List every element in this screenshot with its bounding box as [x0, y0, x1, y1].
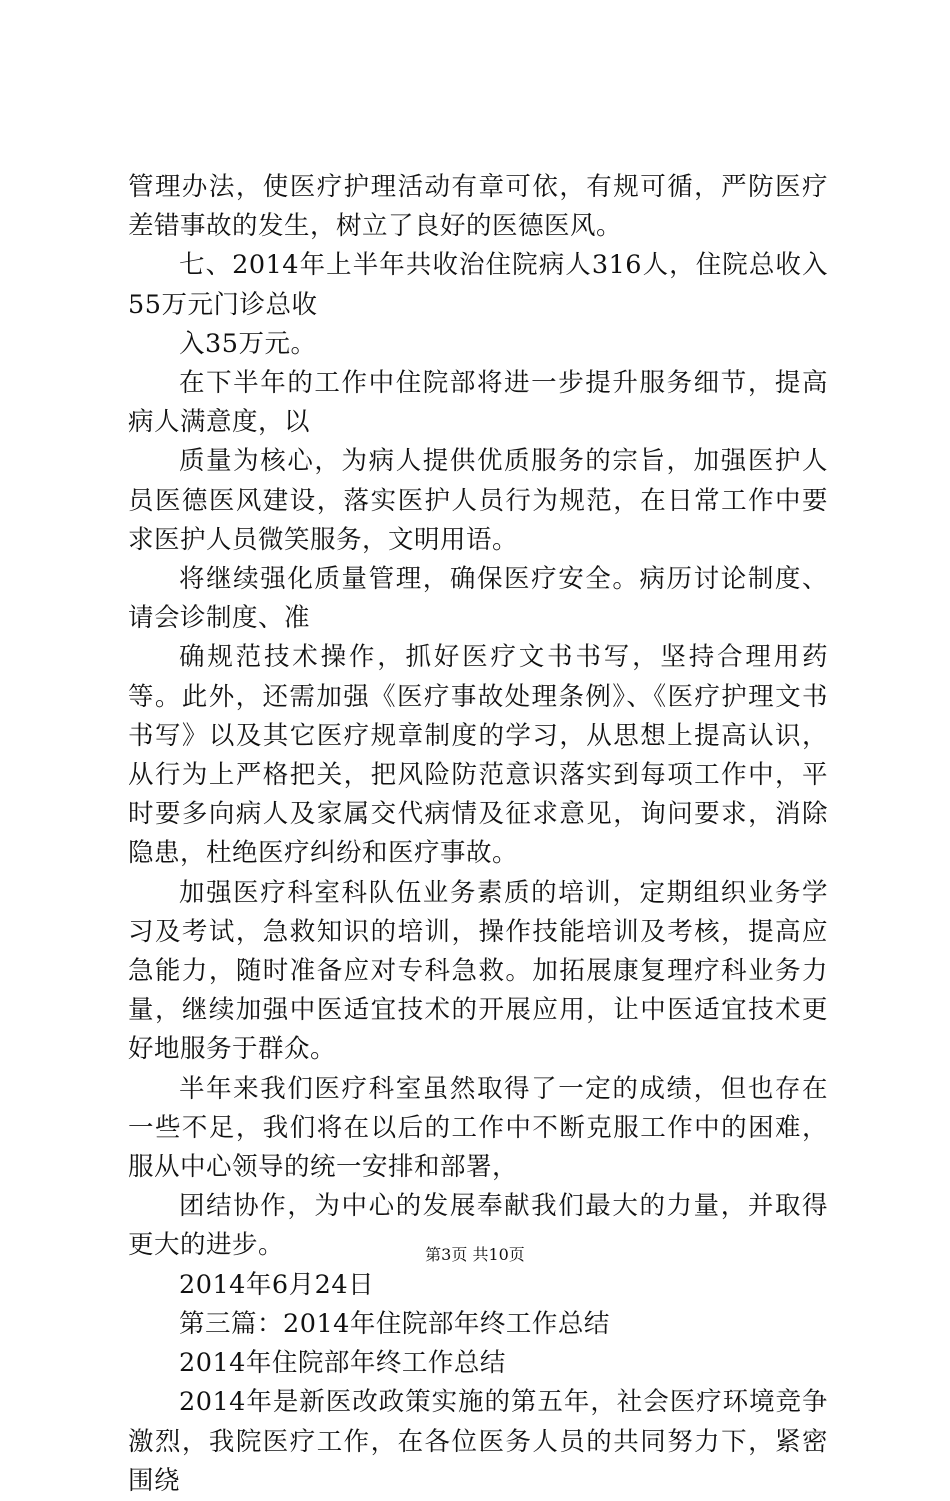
paragraph-6: 将继续强化质量管理，确保医疗安全。病历讨论制度、请会诊制度、准	[128, 564, 828, 634]
date-line: 2014年6月24日	[179, 1269, 375, 1300]
section-title: 2014年住院部年终工作总结	[179, 1348, 506, 1379]
paragraph-14: 2014年是新医改政策实施的第五年，社会医疗环境竞争激烈，我院医疗工作，在各位医务人员的共同努力下，紧密围绕	[128, 1387, 828, 1496]
paragraph-9: 半年来我们医疗科室虽然取得了一定的成绩，但也存在一些不足，我们将在以后的工作中不断克服工作中的困难，服从中心领导的统一安排和部署，	[128, 1073, 828, 1183]
section-heading: 第三篇：2014年住院部年终工作总结	[179, 1308, 610, 1339]
paragraph-2: 七、2014年上半年共收治住院病人316人，住院总收入55万元门诊总收	[128, 250, 828, 320]
paragraph-10: 团结协作，为中心的发展奉献我们最大的力量，并取得更大的进步。	[128, 1191, 828, 1261]
paragraph-3: 入35万元。	[179, 328, 317, 359]
paragraph-7: 确规范技术操作，抓好医疗文书书写，坚持合理用药等。此外，还需加强《医疗事故处理条例》、《医疗护理文书书写》以及其它医疗规章制度的学习，从思想上提高认识，从行为上严格把关，把风险防范意识落实到每项工作中，平时要多向病人及家属交代病情及征求意见，询问要求，消除隐患，杜绝医疗纠纷和医疗事故。	[128, 642, 828, 869]
paragraph-4: 在下半年的工作中住院部将进一步提升服务细节，提高病人满意度，以	[128, 368, 828, 438]
paragraph-8: 加强医疗科室科队伍业务素质的培训，定期组织业务学习及考试，急救知识的培训，操作技能培训及考核，提高应急能力，随时准备应对专科急救。加拓展康复理疗科业务力量，继续加强中医适宜技术的开展应用，让中医适宜技术更好地服务于群众。	[128, 877, 828, 1065]
paragraph-1: 管理办法，使医疗护理活动有章可依，有规可循，严防医疗差错事故的发生，树立了良好的医德医风。	[128, 172, 828, 242]
paragraph-5: 质量为核心，为病人提供优质服务的宗旨，加强医护人员医德医风建设，落实医护人员行为规范，在日常工作中要求医护人员微笑服务，文明用语。	[128, 446, 828, 555]
page-number-footer: 第3页 共10页	[425, 1245, 525, 1264]
document-body	[128, 168, 828, 1501]
